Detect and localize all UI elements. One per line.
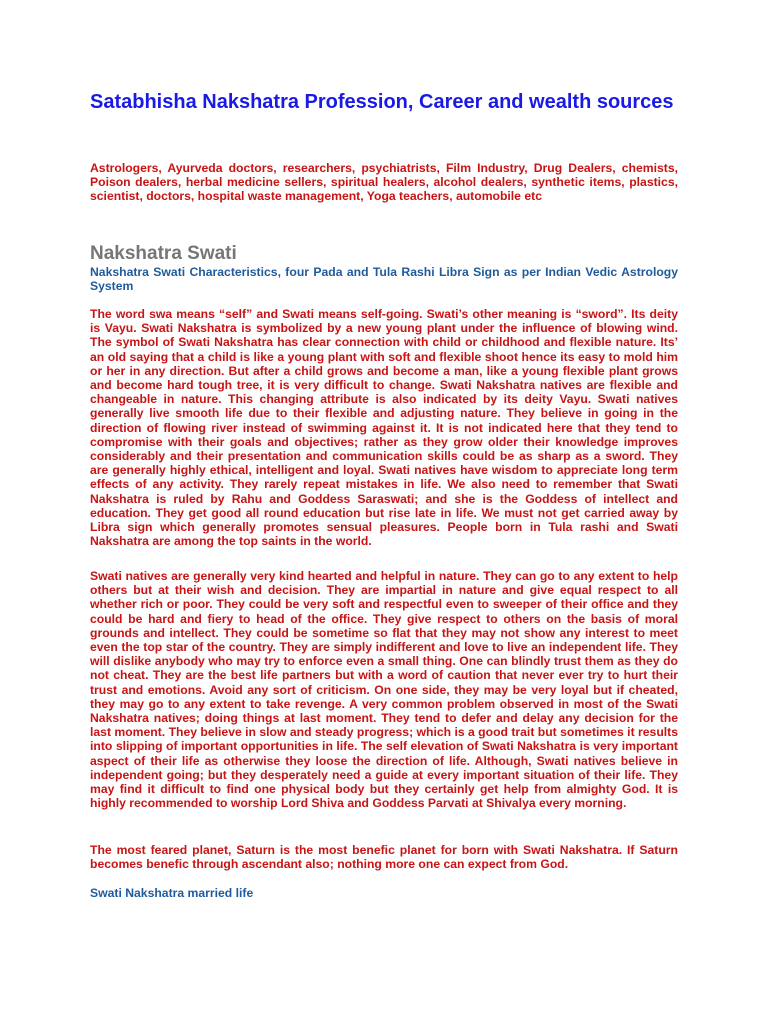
swati-paragraph-2: Swati natives are generally very kind hearted and helpful in nature. They can go to any extent to help others but at their wish and decision. They are impartial in nature and give equal respect to all whether rich or poor. They could be very soft and respectful even to sweeper of their office and they could be hard and fiery to head of the office. They give respect to others on the basis of moral grounds and intellect. They could be sometime so flat that they may not show any interest to meet even the top star of the country. They are simply indifferent and love to live an independent life. They will dislike anybody who may try to enforce even a small thing. One can blindly trust them as they do not cheat. They are the best life partners but with a word of caution that never ever try to hurt their trust and emotions. Avoid any sort of criticism. On one side, they may be very loyal but if cheated, they may go to any extent to take revenge. A very common problem observed in most of the Swati Nakshatra natives; doing things at last moment. They tend to defer and delay any decision for the last moment. They believe in slow and steady progress; which is a good trait but sometimes it results into slipping of important opportunities in life. The self elevation of Swati Nakshatra is very important aspect of their life as otherwise they loose the direction of life. Although, Swati natives believe in independent going; but they desperately need a guide at every important situation of their life. They may find it difficult to find one physical body but they certainly get help from almighty God. It is highly recommended to worship Lord Shiva and Goddess Parvati at Shivalya every morning. xyxy=(90,569,678,811)
swati-subheading: Nakshatra Swati Characteristics, four Pada and Tula Rashi Libra Sign as per Indian Vedic Astrology System xyxy=(90,265,678,294)
satabhisha-professions: Astrologers, Ayurveda doctors, researchers, psychiatrists, Film Industry, Drug Dealers, chemists, Poison dealers, herbal medicine sellers, spiritual healers, alcohol dealers, synthetic items, plastics, scientist, doctors, hospital waste management, Yoga teachers, automobile etc xyxy=(90,161,678,204)
married-life-heading: Swati Nakshatra married life xyxy=(90,886,254,900)
satabhisha-title: Satabhisha Nakshatra Profession, Career and wealth sources xyxy=(90,91,674,113)
swati-heading: Nakshatra Swati xyxy=(90,243,237,264)
swati-paragraph-1: The word swa means “self” and Swati means self-going. Swati’s other meaning is “sword”. Its deity is Vayu. Swati Nakshatra is symbolized by a new young plant under the influence of blowing wind. The symbol of Swati Nakshatra has clear connection with child or childhood and flexible nature. Its’ an old saying that a child is like a young plant with soft and flexible shoot hence its easy to mold him or her in any direction. But after a child grows and become a man, like a young flexible plant grows and become hard tough tree, it is very difficult to change. Swati Nakshatra natives are flexible and changeable in nature. This changing attribute is also indicated by its deity Vayu. Swati natives generally live smooth life due to their flexible and adjusting nature. They believe in going in the direction of flowing river instead of swimming against it. It is not indicated here that they tend to compromise with their goals and objectives; rather as they grow older their knowledge improves considerably and their presentation and communication skills could be as sharp as a sword. They are generally highly ethical, intelligent and loyal. Swati natives have wisdom to appreciate long term effects of any activity. They rarely repeat mistakes in life. We also need to remember that Swati Nakshatra is ruled by Rahu and Goddess Saraswati; and she is the Goddess of intellect and education. They get good all round education but rise late in life. We must not get carried away by Libra sign which generally promotes sensual pleasures. People born in Tula rashi and Swati Nakshatra are among the top saints in the world. xyxy=(90,307,678,549)
swati-paragraph-3: The most feared planet, Saturn is the most benefic planet for born with Swati Nakshatra. If Saturn becomes benefic through ascendant also; nothing more one can expect from God. xyxy=(90,843,678,872)
